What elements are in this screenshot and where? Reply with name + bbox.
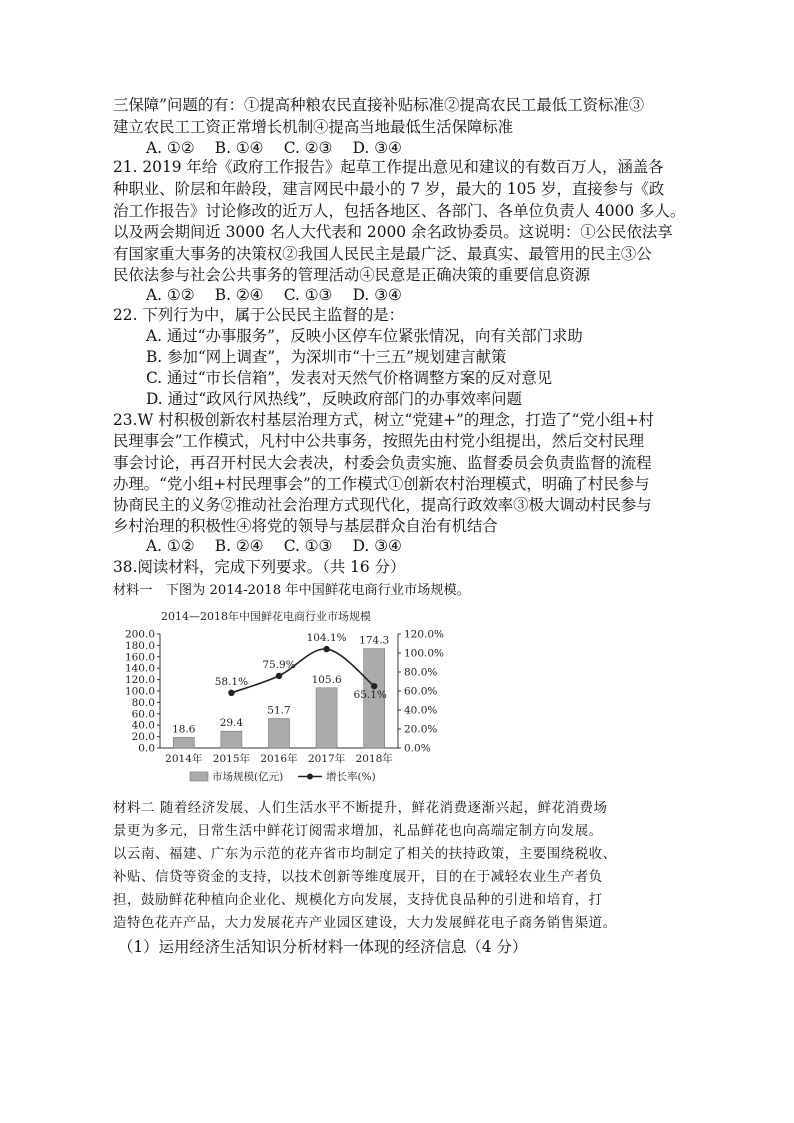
- right-tick-label: 100.0%: [404, 647, 445, 660]
- question-22-option-d: D. 通过“政风行风热线”，反映政府部门的办事效率问题: [146, 390, 522, 408]
- legend-bar-swatch: [190, 772, 208, 781]
- question-21-line-3: 治工作报告》讨论修改的近万人，包括各地区、各部门、各单位负责人 4000 多人。: [113, 202, 686, 220]
- question-23-line-4: 办理。“党小组+村民理事会”的工作模式①创新农村治理模式，明确了村民参与: [113, 475, 650, 493]
- growth-rate-line: [231, 649, 374, 693]
- right-tick-label: 20.0%: [404, 723, 438, 736]
- bar: [173, 737, 194, 748]
- material-2-line-4: 补贴、信贷等资金的支持，以技术创新等维度展开，目的在于减轻农业生产者负: [113, 870, 603, 885]
- material-2-line-3: 以云南、福建、广东为示范的花卉省市均制定了相关的扶持政策，主要围绕税收、: [113, 847, 617, 862]
- material-2-line-2: 景更为多元，日常生活中鲜花订阅需求增加，礼品鲜花也向高端定制方向发展。: [113, 824, 603, 839]
- growth-rate-point: [323, 646, 329, 652]
- growth-rate-point: [276, 673, 282, 679]
- question-38-stem: 38.阅读材料，完成下列要求。（共 16 分）: [113, 558, 406, 576]
- growth-rate-label: 58.1%: [214, 675, 249, 688]
- right-tick-label: 80.0%: [404, 666, 438, 679]
- x-tick-label: 2015年: [212, 753, 251, 765]
- question-21-line-6: 民依法参与社会公共事务的管理活动④民意是正确决策的重要信息资源: [113, 266, 591, 284]
- left-tick-label: 60.0: [131, 708, 155, 721]
- question-22-option-c: C. 通过“市长信箱”，发表对天然气价格调整方案的反对意见: [146, 369, 553, 387]
- question-22-stem: 22. 下列行为中，属于公民民主监督的是：: [113, 306, 405, 324]
- left-tick-label: 140.0: [124, 662, 155, 675]
- question-20-options: A. ①② B. ①④ C. ②③ D. ③④: [146, 139, 402, 157]
- bar-value-label: 174.3: [359, 634, 390, 647]
- bar: [221, 731, 242, 748]
- left-tick-label: 0.0: [138, 742, 155, 755]
- right-tick-label: 60.0%: [404, 685, 438, 698]
- x-tick-label: 2017年: [307, 753, 346, 765]
- left-tick-label: 20.0: [131, 731, 155, 744]
- question-21-line-5: 有国家重大事务的决策权②我国人民民主是最广泛、最真实、最管用的民主③公: [113, 245, 652, 263]
- legend-bar-label: 市场规模(亿元): [212, 771, 284, 783]
- question-23-line-5: 协商民主的义务②推动社会治理方式现代化，提高行政效率③极大调动村民参与: [113, 496, 652, 514]
- right-tick-label: 40.0%: [404, 704, 438, 717]
- question-22-option-a: A. 通过“办事服务”，反映小区停车位紧张情况，向有关部门求助: [146, 327, 583, 345]
- question-23-line-3: 事会讨论，再召开村民大会表决，村委会负责实施、监督委员会负责监督的流程: [113, 454, 652, 472]
- material-1-intro: 材料一 下图为 2014-2018 年中国鲜花电商行业市场规模。: [113, 583, 470, 598]
- material-2-line-5: 担，鼓励鲜花种植向企业化、规模化方向发展，支持优良品种的引进和培育，打: [113, 893, 603, 908]
- question-20-stem-line-1: 三保障”问题的有：①提高种粮农民直接补贴标准②提高农民工最低工资标准③: [113, 96, 645, 114]
- growth-rate-label: 65.1%: [353, 689, 387, 702]
- material-2-line-1: 材料二 随着经济发展、人们生活水平不断提升，鲜花消费逐渐兴起，鲜花消费场: [113, 801, 608, 816]
- question-21-options: A. ①② B. ②④ C. ①③ D. ③④: [146, 286, 402, 304]
- right-tick-label: 0.0%: [404, 742, 431, 755]
- left-tick-label: 80.0: [131, 696, 155, 709]
- left-tick-label: 120.0: [124, 674, 155, 687]
- x-tick-label: 2014年: [165, 753, 203, 765]
- market-size-chart: [118, 604, 463, 790]
- question-23-line-1: 23.W 村积极创新农村基层治理方式，树立“党建+”的理念，打造了“党小组+村: [113, 411, 654, 429]
- left-tick-label: 180.0: [124, 639, 155, 652]
- left-tick-label: 160.0: [124, 651, 155, 664]
- bar-value-label: 105.6: [311, 673, 342, 686]
- chart-title: 2014—2018年中国鲜花电商行业市场规模: [161, 610, 371, 623]
- question-20-stem-line-2: 建立农民工工资正常增长机制④提高当地最低生活保障标准: [113, 118, 514, 136]
- bar: [269, 719, 290, 748]
- growth-rate-label: 104.1%: [306, 632, 347, 645]
- question-38-sub-1: （1）运用经济生活知识分析材料一体现的经济信息（4 分）: [118, 938, 528, 956]
- question-23-line-2: 民理事会”工作模式，凡村中公共事务，按照先由村党小组提出，然后交村民理: [113, 432, 645, 450]
- left-tick-label: 200.0: [124, 628, 155, 641]
- material-2-line-6: 造特色花卉产品，大力发展花卉产业园区建设，大力发展鲜花电子商务销售渠道。: [113, 916, 617, 931]
- question-21-line-4: 以及两会期间近 3000 名人大代表和 2000 余名政协委员。这说明：①公民依法享: [113, 223, 673, 241]
- left-tick-label: 100.0: [124, 685, 155, 698]
- x-tick-label: 2018年: [355, 753, 393, 765]
- right-tick-label: 120.0%: [404, 628, 445, 641]
- x-tick-label: 2016年: [260, 753, 298, 765]
- bar-value-label: 29.4: [219, 717, 244, 730]
- question-23-line-6: 乡村治理的积极性④将党的领导与基层群众自治有机结合: [113, 517, 498, 535]
- question-21-line-2: 种职业、阶层和年龄段，建言网民中最小的 7 岁，最大的 105 岁，直接参与《政: [113, 180, 665, 198]
- bar-value-label: 18.6: [172, 723, 196, 736]
- bar: [316, 688, 337, 748]
- left-tick-label: 40.0: [131, 719, 155, 732]
- question-23-options: A. ①② B. ②④ C. ①③ D. ③④: [146, 537, 402, 555]
- question-22-option-b: B. 参加“网上调查”，为深圳市“十三五”规划建言献策: [146, 348, 507, 366]
- bar-value-label: 51.7: [267, 704, 291, 717]
- question-21-line-1: 21. 2019 年给《政府工作报告》起草工作提出意见和建议的有数百万人，涵盖各: [113, 158, 664, 176]
- growth-rate-label: 75.9%: [262, 658, 296, 671]
- legend-line-label: 增长率(%): [326, 771, 376, 783]
- legend-line-marker: [307, 774, 313, 780]
- growth-rate-point: [228, 690, 234, 696]
